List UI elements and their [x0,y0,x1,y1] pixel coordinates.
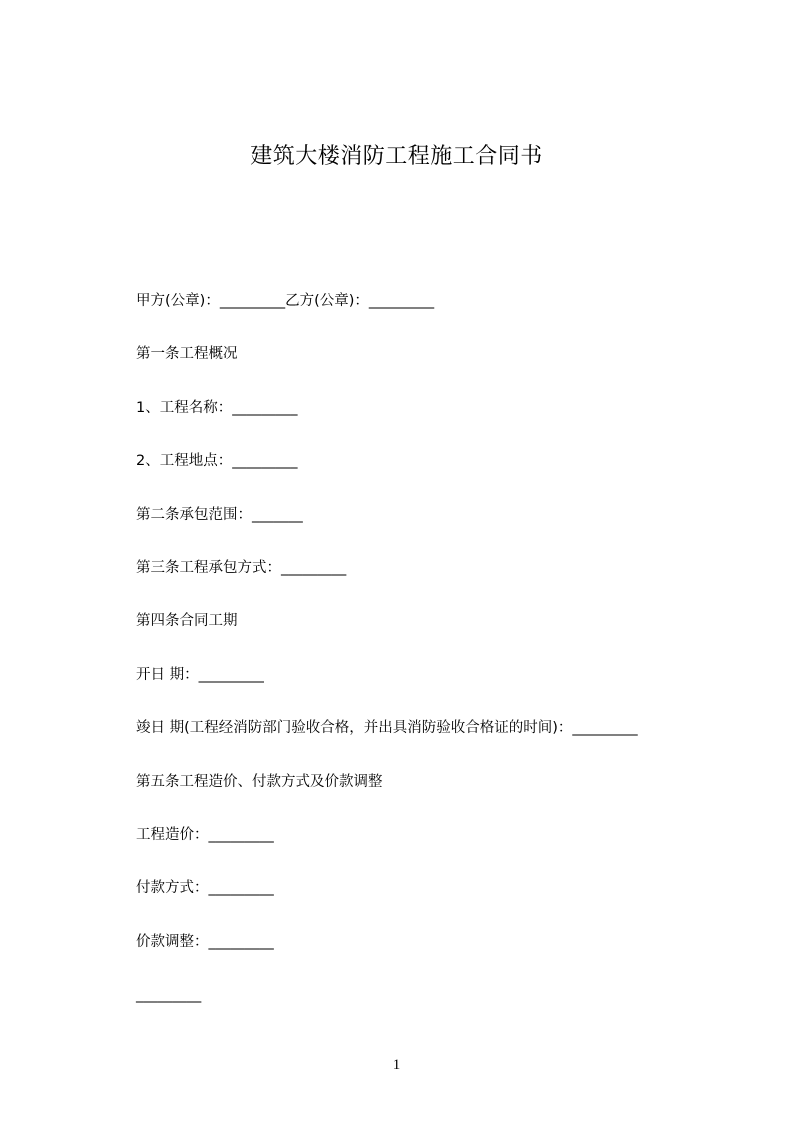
article-3-contract-method-line: 第三条工程承包方式：_________ [136,560,347,576]
article-4-heading: 第四条合同工期 [136,613,238,629]
trailing-blank-line: _________ [136,987,202,1003]
article-5-heading: 第五条工程造价、付款方式及价款调整 [136,774,383,790]
price-adjustment-line: 价款调整：_________ [136,934,274,950]
project-cost-line: 工程造价：_________ [136,827,274,843]
start-date-line: 开日 期：_________ [136,667,264,683]
document-title: 建筑大楼消防工程施工合同书 [250,144,543,169]
parties-seal-line: 甲方(公章)：_________乙方(公章)：_________ [136,293,435,309]
payment-method-line: 付款方式：_________ [136,880,274,896]
page-number: 1 [392,1057,401,1073]
article-1-heading: 第一条工程概况 [136,346,238,362]
article-2-scope-line: 第二条承包范围：_______ [136,507,303,523]
project-name-line: 1、工程名称：_________ [136,400,298,416]
completion-date-line: 竣日 期(工程经消防部门验收合格，并出具消防验收合格证的时间)：_________ [136,720,638,736]
project-location-line: 2、工程地点：_________ [136,453,298,469]
